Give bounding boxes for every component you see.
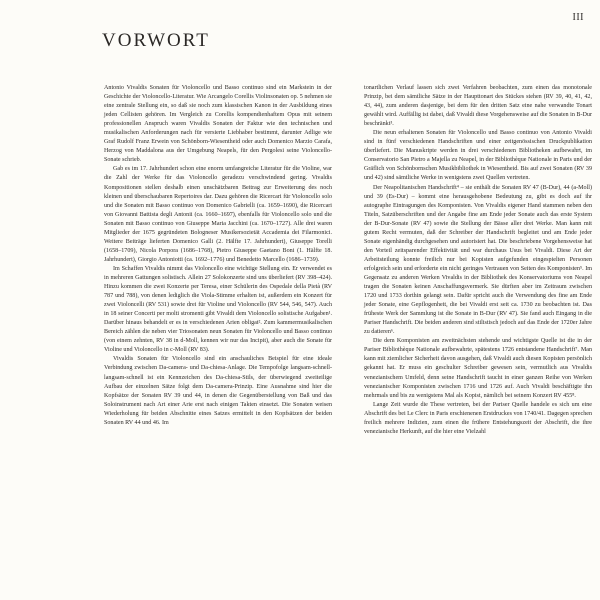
paragraph: Die dem Komponisten am zweitnächsten stehende und wichtigste Quelle ist die in der Pariser Bibliothèque Nationale aufbewahrte, spätestens 1726 entstandene Handschrift⁷. Man kann mit ziemlicher Sicherheit davon ausgehen, daß Vivaldi auch diesen Kopisten persönlich gekannt hat. Er muss ein geschulter Schreiber gewesen sein, vermutlich aus Vivaldis venezianischem Umfeld, denn seine Handschrift taucht in einer ganzen Reihe von Werken venezianischer Komponisten zwischen 1716 und 1726 auf. Auch Vivaldi beschäftigte ihn mehrmals und bis zu wenigstens Mal als Kopist, nämlich bei seinem Konzert RV 455⁸.: [364, 338, 592, 399]
page-number: III: [572, 12, 584, 23]
page-title: VORWORT: [102, 30, 210, 51]
paragraph: Die neun erhaltenen Sonaten für Violoncello und Basso continuo von Antonio Vivaldi sind in fünf verschiedenen Handschriften und einer zeitgenössischen Druckpublikation überliefert. Die Manuskripte werden in drei verschiedenen Bibliotheken aufbewahrt, im Conservatorio San Pietro a Majella zu Neapel, in der Bibliothèque Nationale in Paris und der Gräflich von Schönbornschen Musikbibliothek in Wiesentheid. Bis auf zwei Sonaten (RV 39 und 42) sind sämtliche Werke in wenigstens zwei Quellen vertreten.: [364, 130, 592, 182]
paragraph: Antonio Vivaldis Sonaten für Violoncello und Basso continuo sind ein Markstein in der Geschichte der Violoncello-Literatur. Wie Arcangelo Corellis Violinsonaten op. 5 nehmen sie eine zentrale Stellung ein, so daß sie noch zum klassischen Kanon in der Ausbildung eines jeden Cellisten gehören. Im Vergleich zu Corellis kompendienhaftem Opus mit seinem professionellen Anspruch waren Vivaldis Sonaten der Faktur wie den technischen und musikalischen Anforderungen nach für versierte Liebhaber bestimmt, darunter Adlige wie Graf Rudolf Franz Erwein von Schönborn-Wiesentheid oder auch Domenico Marzio Carafa, Herzog von Maddalona aus der Umgebung Neapels, für den Pergolesi seine Violoncello-Sonate schrieb.: [104, 85, 332, 164]
paragraph: Lange Zeit wurde die These vertreten, bei der Pariser Quelle handele es sich um eine Abschrift des bei Le Clerc in Paris erschienenen Erstdruckes von 1740/41. Dagegen sprechen freilich mehrere Indizien, zum einen die frühere Entstehungszeit der Abschrift, die ihre venezianische Herkunft, auf die hier eine Vielzahl: [364, 401, 592, 435]
paragraph: Vivaldis Sonaten für Violoncello sind ein anschauliches Beispiel für eine ideale Verbindung zwischen Da-camera- und Da-chiesa-Anlage. Die Tempofolge langsam-schnell-langsam-schnell ist ein Kennzeichen des Da-chiesa-Stils, der überwiegend zweiteilige Aufbau der einzelnen Sätze folgt dem Da-camera-Prinzip. Eine Ausnahme sind hier die Kopfsätze der Sonaten RV 39 und 44, in denen die Gegenüberstellung von Baß und das Soloinstrument nach Art einer Arie erst nach einigen Takten einsetzt. Die Sonaten weisen Wiederholung für beiden Abschnitte eines Satzes ermittelt in den Kopfsätzen der beiden Sonaten RV 44 und 46. Im: [104, 356, 332, 426]
paragraph: Gab es im 17. Jahrhundert schon eine enorm umfangreiche Literatur für die Violine, war die Zahl der Werke für das Violoncello geradezu verschwindend gering. Vivaldis Kompositionen stellen deshalb einen unschätzbaren Beitrag zur Erweiterung des noch kleinen und überschaubaren Repertoires dar. Dazu gehören die Ricercari für Violoncello solo und die Sonaten mit Basso continuo von Domenico Gabrielli (ca. 1659–1690), die Ricercari von Giovanni Battista degli Antonii (ca. 1660–1697), ebenfalls für Violoncello solo und die Sonaten mit Basso continuo von Giuseppe Maria Jacchini (ca. 1670–1727). Alle drei waren Mitglieder der 1675 gegründeten Bologneser Musikersozietät Accademia dei Filarmonici. Weitere Beiträge lieferten Domenico Galli (2. Hälfte 17. Jahrhundert), Giuseppe Torelli (1658–1709), Nicola Porpora (1686–1768), Pietro Giuseppe Gaetano Boni (1. Hälfte 18. Jahrhundert), Giorgio Antoniotti (ca. 1692–1776) und Benedetto Marcello (1686–1739).: [104, 166, 332, 263]
paragraph: Im Schaffen Vivaldis nimmt das Violoncello eine wichtige Stellung ein. Er verwendet es in mehreren Gattungen solistisch. Allein 27 Solokonzerte sind uns überliefert (RV 398–424). Hinzu kommen die zwei Konzerte per Teresa, einer Schülerin des Ospedale della Pietà (RV 787 und 788), von denen lediglich die Viola-Stimme erhalten ist, außerdem ein Konzert für zwei Violoncelli (RV 531) sowie drei für Violine und Violoncello (RV 544, 546, 547). Auch in 18 seiner Concerti per molti stromenti gibt Vivaldi dem Violoncello solistische Aufgaben¹. Darüber hinaus behandelt er es in verschiedenen Arien obligat². Zum kammermusikalischen Bereich zählen die neben vier Triosonaten neun Sonaten für Violoncello und Basso continuo (von einem zehnten, RV 38 in d-Moll, kennen wir nur das Incipit), aber auch die Sonate für Violine und Violoncello in c-Moll (RV 83).: [104, 265, 332, 354]
right-column: [364, 84, 592, 437]
paragraph: tonartlichen Verlauf lassen sich zwei Verfahren beobachten, zum einen das monotonale Prinzip, bei dem sämtliche Sätze in der Haupttonart des Stückes stehen (RV 39, 40, 41, 42, 43, 44), zum anderen dasjenige, bei dem für den dritten Satz eine nahe verwandte Tonart gewählt wird. Auffällig ist dabei, daß Vivaldi diese Vorgehensweise auf die Sonaten in B-Dur beschränkt³.: [364, 85, 592, 128]
paragraph: Der Neapolitanischen Handschrift⁴ – sie enthält die Sonaten RV 47 (B-Dur), 44 (a-Moll) und 39 (Es-Dur) – kommt eine herausgehobene Bedeutung zu, gibt es doch auf ihr autographe Eintragungen des Komponisten. Von Vivaldis eigener Hand stammen neben den Titeln, Satzüberschriften und der Angabe fine am Ende jeder Sonate auch das erste System der B-Dur-Sonate (RV 47) sowie die Stellung der Bässe aller drei Werke. Man kann mit gutem Recht vermuten, daß der Schreiber der Handschrift begleitet und am Ende jeder Sonate eigenhändig durchgesehen und autorisiert hat. Die beschriebene Vorgehensweise hat den Vorteil zeitsparender Effektivität und war durchaus Usus bei Vivaldi. Diese Art der Arbeitsteilung konnte freilich nur bei Kopisten aufgefunden eingespielten Personen erfolgreich sein und erforderte ein nicht geringes Vertrauen von Seiten des Komponisten⁵. Im Gegensatz zu anderen Werken Vivaldis in der Bibliothek des Konservatoriums von Neapel tragen die Sonaten keinen Anschaffungsvermerk. Sie dürften aber im Zeitraum zwischen 1720 und 1733 dorthin gelangt sein. Dafür spricht auch die Verwendung des fine am Ende jeder Sonate, eine Gepflogenheit, die bei Vivaldi erst seit ca. 1730 zu beobachten ist. Das früheste Werk der Sammlung ist die Sonate in B-Dur (RV 47). Sie fand auch Eingang in die Pariser Handschrift. Die beiden anderen sind stilistisch jedoch auf das Ende der 1720er Jahre zu datieren⁶.: [364, 184, 592, 336]
left-column: [104, 84, 332, 428]
